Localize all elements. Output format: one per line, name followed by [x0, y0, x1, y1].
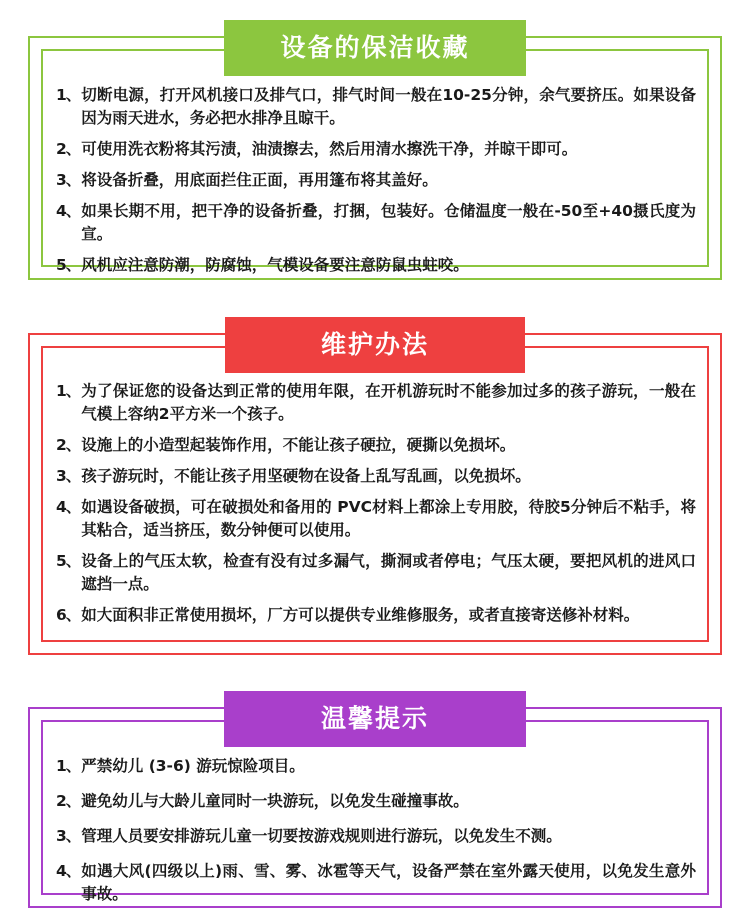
- section-cleaning: [28, 33, 722, 280]
- list-item: [56, 604, 696, 627]
- list-item-number: 3、: [56, 826, 81, 845]
- list-item-text: 如大面积非正常使用损坏，厂方可以提供专业维修服务，或者直接寄送修补材料。: [81, 605, 640, 624]
- list-item: [56, 138, 696, 161]
- list-item-number: 2、: [56, 435, 81, 454]
- list-item: [56, 550, 696, 596]
- list-item-number: 6、: [56, 605, 81, 624]
- list-item-text: 设备上的气压太软，检查有没有过多漏气，撕洞或者停电；气压太硬，要把风机的进风口遮挡一点。: [81, 551, 696, 593]
- list-item-number: 4、: [56, 861, 81, 880]
- section-cleaning-banner: 设备的保洁收藏: [224, 20, 526, 76]
- cleaning-list: [56, 84, 696, 277]
- list-item: [56, 465, 696, 488]
- section-maintenance-banner: 维护办法: [225, 317, 525, 373]
- maintenance-list: [56, 380, 696, 626]
- list-item: [56, 860, 696, 906]
- list-item: [56, 169, 696, 192]
- list-item: [56, 825, 696, 848]
- list-item-text: 切断电源，打开风机接口及排气口，排气时间一般在10-25分钟，余气要挤压。如果设备因为雨天进水，务必把水排净且晾干。: [81, 86, 696, 127]
- list-item: [56, 790, 696, 813]
- list-item-text: 可使用洗衣粉将其污渍，油渍擦去，然后用清水擦洗干净，并晾干即可。: [81, 139, 578, 158]
- list-item-text: 避免幼儿与大龄儿童同时一块游玩，以免发生碰撞事故。: [81, 791, 469, 810]
- list-item-text: 如果长期不用，把干净的设备折叠，打捆，包装好。仓储温度一般在-50至+40摄氏度为宣。: [81, 201, 696, 243]
- list-item-text: 风机应注意防潮，防腐蚀，气模设备要注意防鼠虫蛀咬。: [81, 255, 469, 274]
- list-item: [56, 200, 696, 246]
- list-item-number: 1、: [56, 757, 81, 775]
- section-maintenance-content: [56, 380, 696, 626]
- list-item-number: 5、: [56, 255, 81, 274]
- list-item-text: 孩子游玩时，不能让孩子用坚硬物在设备上乱写乱画，以免损坏。: [81, 466, 531, 485]
- list-item: [56, 434, 696, 457]
- list-item-text: 设施上的小造型起装饰作用，不能让孩子硬拉，硬撕以免损坏。: [81, 435, 516, 454]
- list-item-text: 将设备折叠，用底面拦住正面，再用篷布将其盖好。: [81, 170, 438, 189]
- list-item: [56, 496, 696, 542]
- list-item: [56, 380, 696, 426]
- poster-page: [0, 33, 750, 920]
- section-cleaning-content: [56, 84, 696, 277]
- list-item: [56, 84, 696, 130]
- list-item-text: 如遇设备破损，可在破损处和备用的 PVC材料上都涂上专用胶，待胶5分钟后不粘手，将其粘合，适当挤压，数分钟便可以使用。: [81, 497, 696, 539]
- section-maintenance: [28, 330, 722, 655]
- list-item-number: 2、: [56, 791, 81, 810]
- section-tips-banner: 温馨提示: [224, 691, 526, 747]
- list-item-text: 管理人员要安排游玩儿童一切要按游戏规则进行游玩，以免发生不测。: [81, 826, 562, 845]
- list-item-number: 3、: [56, 170, 81, 189]
- list-item-text: 如遇大风(四级以上)雨、雪、雾、冰雹等天气，设备严禁在室外露天使用，以免发生意外事故。: [81, 861, 696, 903]
- list-item-number: 5、: [56, 551, 81, 570]
- list-item-text: 严禁幼儿 (3-6) 游玩惊险项目。: [81, 757, 305, 775]
- list-item: [56, 254, 696, 277]
- list-item-number: 3、: [56, 466, 81, 485]
- list-item-number: 4、: [56, 201, 81, 220]
- section-tips: [28, 704, 722, 908]
- list-item-number: 4、: [56, 497, 81, 516]
- section-tips-content: [56, 755, 696, 918]
- list-item-text: 为了保证您的设备达到正常的使用年限，在开机游玩时不能参加过多的孩子游玩，一般在气模上容纳2平方米一个孩子。: [81, 382, 696, 423]
- list-item-number: 1、: [56, 382, 81, 400]
- tips-list: [56, 755, 696, 906]
- list-item: [56, 755, 696, 778]
- list-item-number: 2、: [56, 139, 81, 158]
- list-item-number: 1、: [56, 86, 81, 104]
